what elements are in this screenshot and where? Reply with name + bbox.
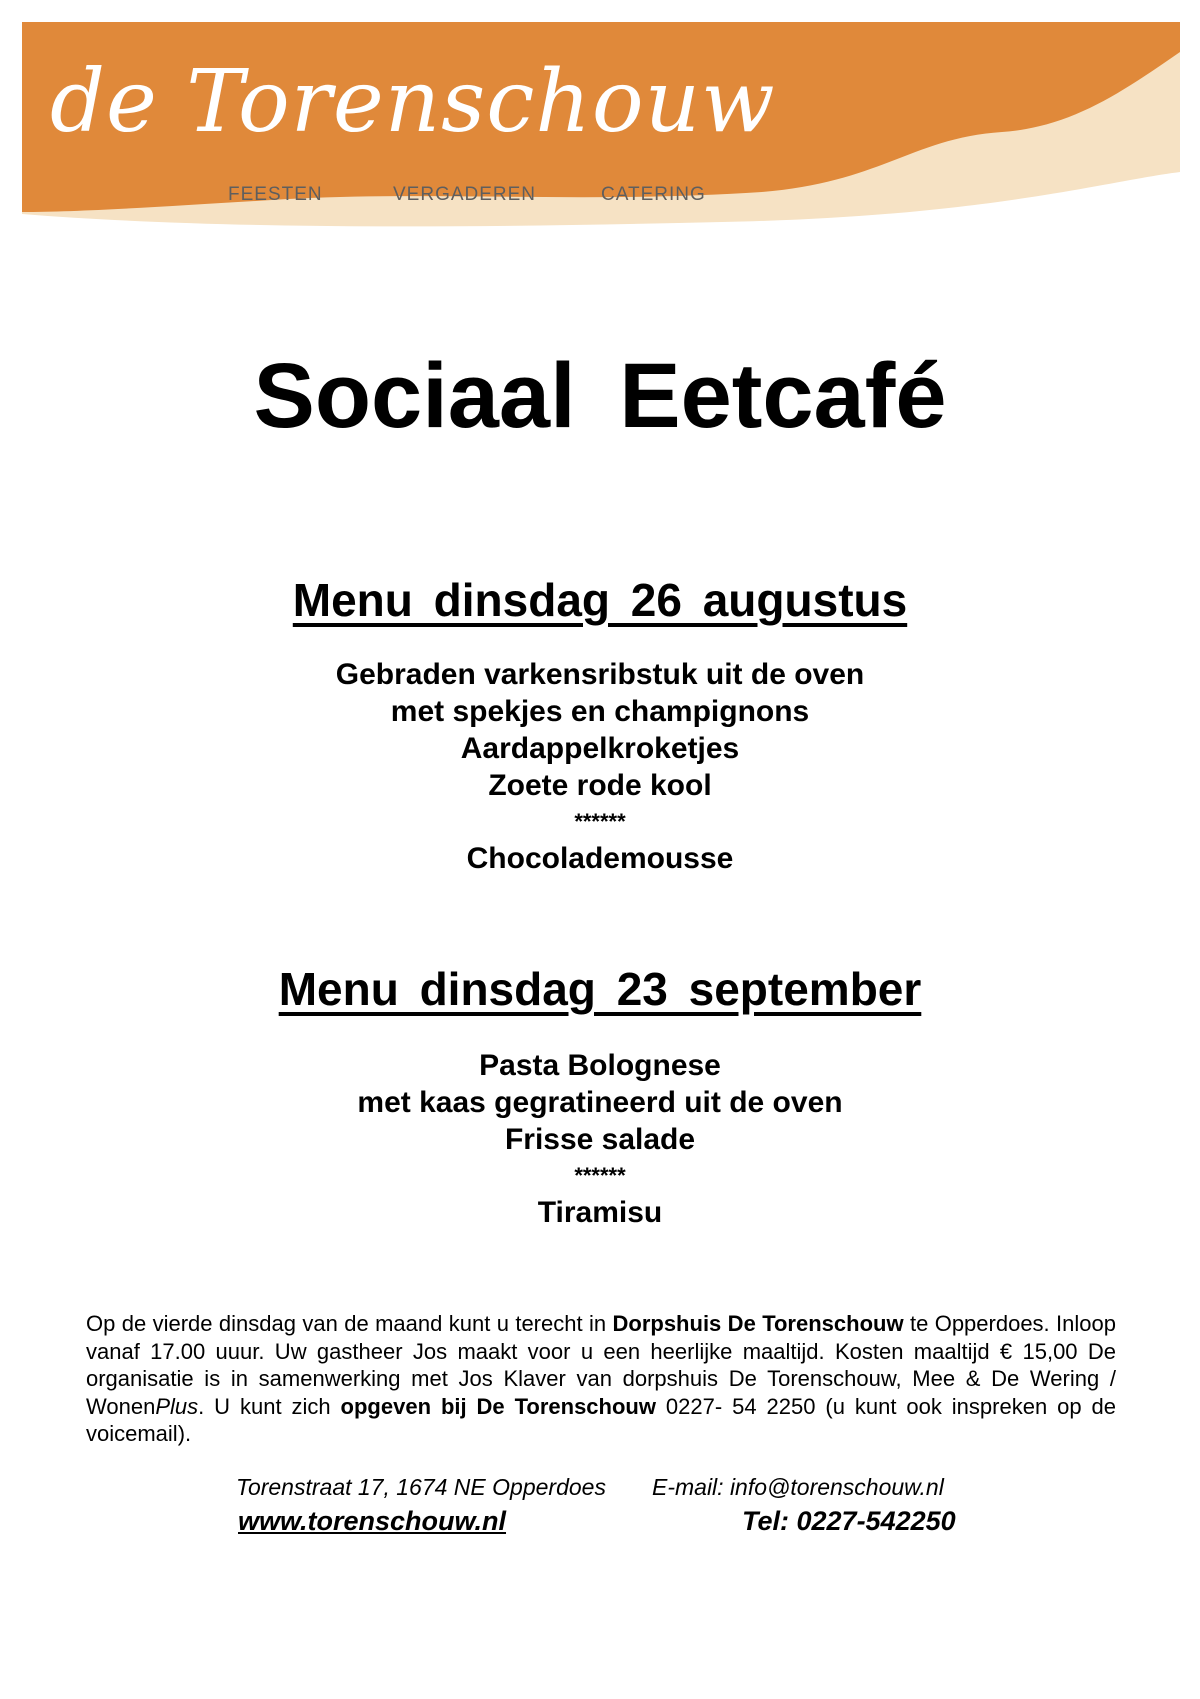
dish-item: Zoete rode kool — [488, 769, 712, 802]
menu-heading-august: Menu dinsdag 26 augustus — [292, 574, 908, 626]
menu-list-august — [0, 656, 1200, 877]
dessert-item: Chocolademousse — [466, 842, 734, 875]
footer-address: Torenstraat 17, 1674 NE Opperdoes — [236, 1474, 606, 1500]
dish-item: Gebraden varkensribstuk uit de oven — [335, 658, 865, 691]
info-text: . U kunt zich — [198, 1393, 341, 1419]
dish-item: met spekjes en champignons — [390, 695, 810, 728]
info-text-italic: Plus — [155, 1393, 199, 1419]
dish-separator: ****** — [574, 809, 626, 834]
info-venue-name: Dorpshuis De Torenschouw — [612, 1311, 904, 1336]
info-paragraph — [86, 1310, 1116, 1448]
nav-item-vergaderen[interactable]: VERGADEREN — [393, 184, 537, 205]
header-nav — [0, 184, 1200, 214]
nav-item-catering[interactable]: CATERING — [601, 184, 706, 205]
footer-website-link[interactable]: www.torenschouw.nl — [238, 1506, 507, 1536]
footer-contact — [0, 1474, 1200, 1554]
nav-item-feesten[interactable]: FEESTEN — [228, 184, 323, 205]
dessert-item: Tiramisu — [537, 1196, 663, 1229]
page-title: Sociaal Eetcafé — [253, 345, 947, 447]
dish-item: Aardappelkroketjes — [460, 732, 740, 765]
info-text: te Opperdoes. Inloop vanaf 17.00 uuur. Uw gastheer Jos maakt voor u een heerlijke maaltijd. Kosten maaltijd € 15,00 De organisatie is in samenwerking met Jos Klaver van dorpshuis De Torenschouw, Mee & De Wering / Wonen — [86, 1311, 1116, 1419]
footer-phone: Tel: 0227-542250 — [742, 1506, 956, 1536]
info-text: 0227- 54 2250 (u kunt ook inspreken op de voicemail). — [86, 1393, 1116, 1446]
menu-heading-september: Menu dinsdag 23 september — [278, 963, 922, 1015]
menu-list-september — [0, 1047, 1200, 1231]
info-signup: opgeven bij De Torenschouw — [340, 1393, 656, 1419]
dish-item: Frisse salade — [504, 1123, 696, 1156]
brand-logo-text: de Torenschouw — [50, 52, 776, 152]
dish-item: met kaas gegratineerd uit de oven — [357, 1086, 843, 1119]
dish-separator: ****** — [574, 1163, 626, 1188]
footer-email[interactable]: E-mail: info@torenschouw.nl — [652, 1474, 944, 1500]
dish-item: Pasta Bolognese — [479, 1049, 721, 1082]
info-text: Op de vierde dinsdag van de maand kunt u terecht in — [86, 1311, 613, 1336]
